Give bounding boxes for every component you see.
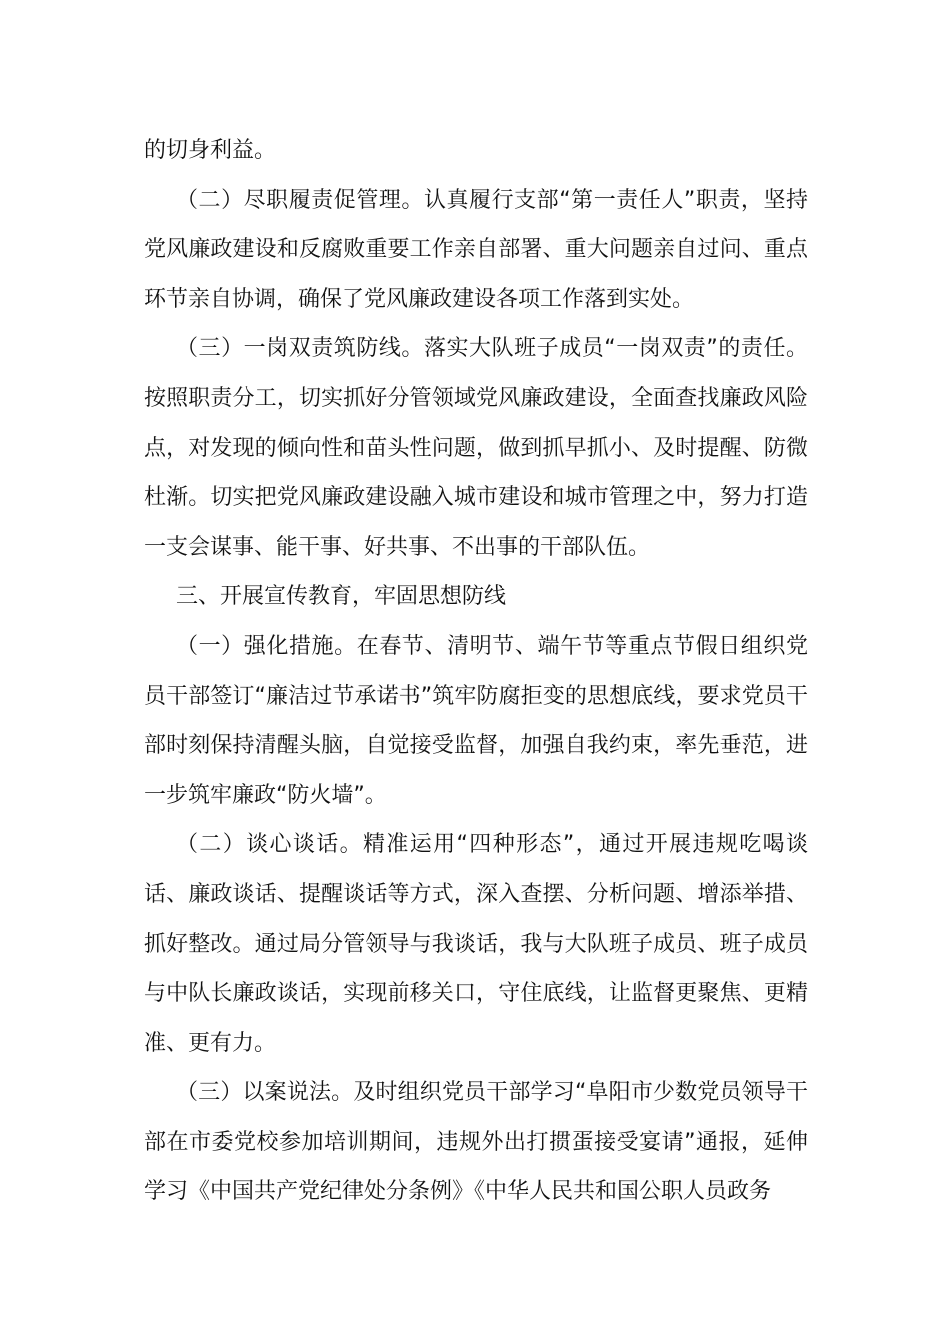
paragraph-continuation: 的切身利益。 [144,138,277,163]
section-heading-education: 三、开展宣传教育，牢固思想防线 [176,584,507,610]
paragraph-case-study: （三）以案说法。及时组织党员干部学习“阜阳市少数党员领导干部在市委党校参加培训期间，违规外出打掼蛋接受宴请”通报，延伸学习《中国共产党纪律处分条例》《中华人民共和国公职人员政务 [144,1080,808,1205]
paragraph-strengthen-measures: （一）强化措施。在春节、清明节、端午节等重点节假日组织党员干部签订“廉洁过节承诺书”筑牢防腐拒变的思想底线，要求党员干部时刻保持清醒头脑，自觉接受监督，加强自我约束，率先垂范，进一步筑牢廉政“防火墙”。 [144,633,808,808]
paragraph-dual-responsibility: （三）一岗双责筑防线。落实大队班子成员“一岗双责”的责任。按照职责分工，切实抓好分管领域党风廉政建设，全面查找廉政风险点，对发现的倾向性和苗头性问题，做到抓早抓小、及时提醒、防微杜渐。切实把党风廉政建设融入城市建设和城市管理之中，努力打造一支会谋事、能干事、好共事、不出事的干部队伍。 [144,336,808,560]
paragraph-heart-to-heart-talks: （二）谈心谈话。精准运用“四种形态”，通过开展违规吃喝谈话、廉政谈话、提醒谈话等方式，深入查摆、分析问题、增添举措、抓好整改。通过局分管领导与我谈话，我与大队班子成员、班子成员与中队长廉政谈话，实现前移关口，守住底线，让监督更聚焦、更精准、更有力。 [144,832,808,1056]
paragraph-duty-management: （二）尽职履责促管理。认真履行支部“第一责任人”职责，坚持党风廉政建设和反腐败重要工作亲自部署、重大问题亲自过问、重点环节亲自协调，确保了党风廉政建设各项工作落到实处。 [144,187,808,312]
document-body [144,126,808,1217]
